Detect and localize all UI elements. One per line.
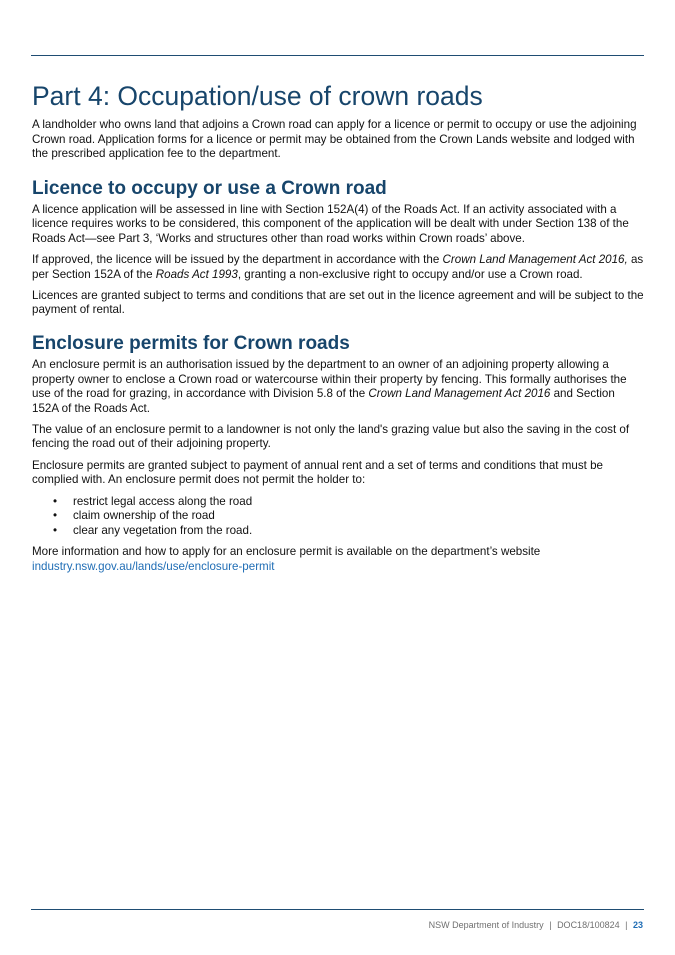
enclosure-heading: Enclosure permits for Crown roads <box>32 332 350 354</box>
footer-separator: | <box>549 920 552 930</box>
licence-paragraph-2: If approved, the licence will be issued by the department in accordance with the Crown Land Management Act 2016, as per Section 152A of the Roads Act 1993, granting a non-exclusive right to occupy and/or use a Crown road. <box>32 253 644 281</box>
list-item: • clear any vegetation from the road. <box>53 523 253 537</box>
page-number: 23 <box>632 920 643 930</box>
act-citation-roads: Roads Act 1993 <box>155 267 238 281</box>
licence-heading: Licence to occupy or use a Crown road <box>32 177 387 199</box>
list-item: • claim ownership of the road <box>53 509 215 523</box>
list-item: • restrict legal access along the road <box>53 494 253 508</box>
enclosure-paragraph-4: More information and how to apply for an enclosure permit is available on the department’s website industry.nsw.gov.au/lands/use/enclosure-permit <box>32 544 541 573</box>
intro-paragraph: A landholder who owns land that adjoins a Crown road can apply for a licence or permit to occupy or use the adjoining Crown road. Application forms for a licence or permit may be obtained from the Crown Lands website and lodged with the prescribed application fee to the department. <box>32 118 637 161</box>
enclosure-paragraph-3: Enclosure permits are granted subject to payment of annual rent and a set of terms and conditions that must be complied with. An enclosure permit does not permit the holder to: <box>32 458 603 487</box>
act-citation-crown-land: Crown Land Management Act 2016, <box>442 253 628 267</box>
footer-rule <box>31 909 644 910</box>
header-rule <box>31 55 644 56</box>
page-title: Part 4: Occupation/use of crown roads <box>32 81 483 111</box>
footer-doc-number: DOC18/100824 <box>557 920 620 930</box>
enclosure-paragraph-2: The value of an enclosure permit to a landowner is not only the land's grazing value but also the saving in the cost of fencing the road out of their adjoining property. <box>32 422 630 451</box>
restrictions-list <box>32 495 644 539</box>
footer-separator: | <box>625 920 628 930</box>
page-content <box>32 78 644 574</box>
enclosure-permit-link[interactable]: industry.nsw.gov.au/lands/use/enclosure-permit <box>32 559 275 573</box>
footer-org: NSW Department of Industry <box>428 920 544 930</box>
bullet-icon: • <box>53 509 58 523</box>
page-footer <box>0 919 643 931</box>
enclosure-paragraph-1: An enclosure permit is an authorisation issued by the department to an owner of an adjoining property allowing a property owner to enclose a Crown road or watercourse within their property by fencing. This formally authorises the use of the road for grazing, in accordance with Division 5.8 of the Crown Land Management Act 2016 and Section 152A of the Roads Act. <box>32 357 627 415</box>
licence-paragraph-1: A licence application will be assessed in line with Section 152A(4) of the Roads Act. If an activity associated with a licence requires works to be considered, this component of the application will be dealt with under Section 138 of the Roads Act—see Part 3, ‘Works and structures other than road works within Crown roads’ above. <box>32 202 629 245</box>
licence-paragraph-3: Licences are granted subject to terms and conditions that are set out in the licence agreement and will be subject to the payment of rental. <box>32 288 644 317</box>
act-citation-crown-land: Crown Land Management Act 2016 <box>368 387 551 401</box>
bullet-icon: • <box>53 523 58 537</box>
bullet-icon: • <box>53 494 58 508</box>
